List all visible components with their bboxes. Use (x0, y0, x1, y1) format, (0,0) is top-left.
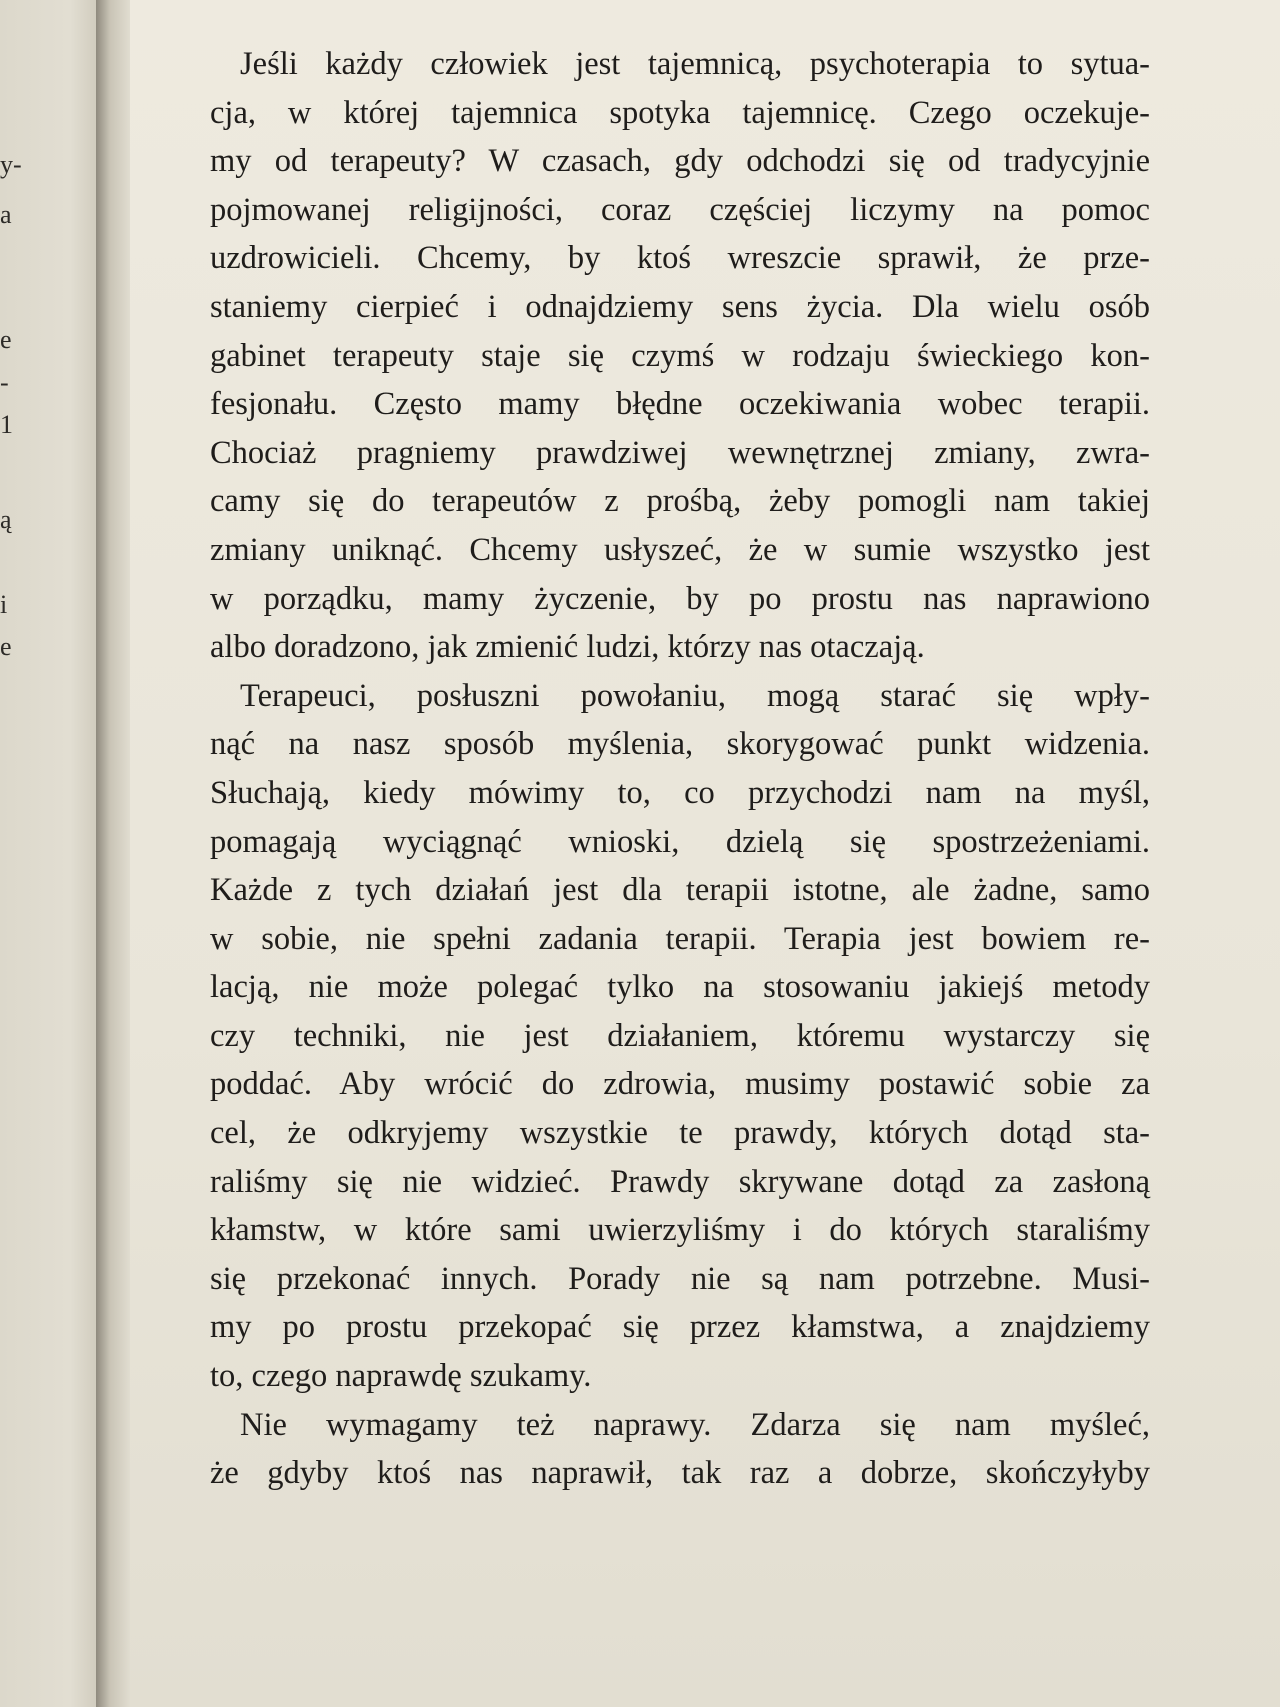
paragraph (210, 1401, 1150, 1498)
text-line: cel, że odkryjemy wszystkie te prawdy, których dotąd sta- (210, 1115, 1150, 1152)
left-page-fragment: i (0, 590, 8, 619)
left-page-fragment: ą (0, 505, 12, 534)
text-line: czy techniki, nie jest działaniem, któremu wystarczy się (210, 1017, 1150, 1054)
text-line: w sobie, nie spełni zadania terapii. Terapia jest bowiem re- (210, 920, 1150, 957)
text-line: w porządku, mamy życzenie, by po prostu nas naprawiono (210, 580, 1150, 617)
text-line: nąć na nasz sposób myślenia, skorygować punkt widzenia. (210, 726, 1150, 763)
text-line: poddać. Aby wrócić do zdrowia, musimy postawić sobie za (210, 1066, 1150, 1103)
text-line: cja, w której tajemnica spotyka tajemnicę. Czego oczekuje- (210, 94, 1150, 131)
page-text (210, 40, 1150, 1498)
text-line: pomagają wyciągnąć wnioski, dzielą się spostrzeżeniami. (210, 823, 1150, 860)
left-page-fragment: - (0, 368, 9, 397)
paragraph (210, 40, 1150, 672)
text-line: to, czego naprawdę szukamy. (210, 1358, 592, 1395)
text-line: my po prostu przekopać się przez kłamstwa, a znajdziemy (210, 1309, 1150, 1346)
text-line: Każde z tych działań jest dla terapii istotne, ale żadne, samo (210, 872, 1150, 909)
text-line: zmiany uniknąć. Chcemy usłyszeć, że w sumie wszystko jest (210, 531, 1150, 568)
text-line: gabinet terapeuty staje się czymś w rodzaju świeckiego kon- (210, 337, 1150, 374)
text-line: Chociaż pragniemy prawdziwej wewnętrznej zmiany, zwra- (210, 434, 1150, 471)
text-line: Jeśli każdy człowiek jest tajemnicą, psychoterapia to sytua- (240, 46, 1150, 82)
left-page-fragment: e (0, 325, 12, 354)
left-page (0, 0, 100, 1707)
text-line: staniemy cierpieć i odnajdziemy sens życia. Dla wielu osób (210, 288, 1150, 325)
text-line: lacją, nie może polegać tylko na stosowaniu jakiejś metody (210, 969, 1150, 1006)
text-line: my od terapeuty? W czasach, gdy odchodzi się od tradycyjnie (210, 143, 1150, 180)
left-page-fragment: y- (0, 150, 22, 179)
text-line: raliśmy się nie widzieć. Prawdy skrywane dotąd za zasłoną (210, 1163, 1150, 1200)
left-page-fragment: a (0, 200, 12, 229)
left-page-fragment: 1 (0, 410, 13, 439)
text-line: Nie wymagamy też naprawy. Zdarza się nam myśleć, (240, 1406, 1150, 1443)
text-line: uzdrowicieli. Chcemy, by ktoś wreszcie sprawił, że prze- (210, 240, 1150, 277)
text-line: kłamstw, w które sami uwierzyliśmy i do których staraliśmy (210, 1212, 1150, 1249)
text-line: że gdyby ktoś nas naprawił, tak raz a dobrze, skończyłyby (210, 1455, 1150, 1492)
left-page-fragment: e (0, 632, 12, 661)
text-line: Terapeuci, posłuszni powołaniu, mogą starać się wpły- (240, 677, 1150, 714)
text-line: się przekonać innych. Porady nie są nam potrzebne. Musi- (210, 1260, 1150, 1297)
text-line: fesjonału. Często mamy błędne oczekiwania wobec terapii. (210, 386, 1150, 423)
text-line: Słuchają, kiedy mówimy to, co przychodzi nam na myśl, (210, 774, 1150, 811)
text-line: pojmowanej religijności, coraz częściej liczymy na pomoc (210, 191, 1150, 228)
text-line: camy się do terapeutów z prośbą, żeby pomogli nam takiej (210, 483, 1150, 520)
paragraph (210, 672, 1150, 1401)
text-line: albo doradzono, jak zmienić ludzi, którzy nas otaczają. (210, 629, 925, 666)
